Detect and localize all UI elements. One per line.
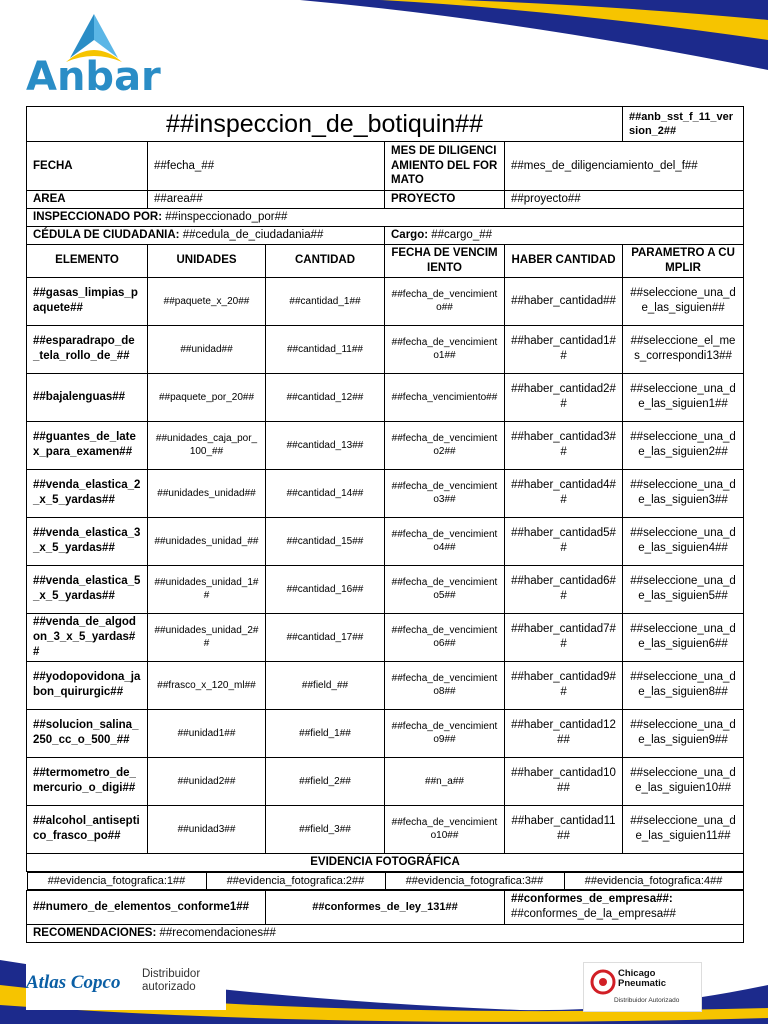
- cedula-field[interactable]: ##cedula_de_ciudadania##: [182, 228, 324, 241]
- numero-conformes[interactable]: ##numero_de_elementos_conforme1##: [27, 890, 266, 924]
- item-cantidad[interactable]: ##cantidad_14##: [266, 469, 385, 517]
- item-elemento: ##venda_elastica_5_x_5_yardas##: [27, 565, 148, 613]
- item-elemento: ##alcohol_antiseptico_frasco_po##: [27, 805, 148, 853]
- item-fecha-vencimiento[interactable]: ##fecha_de_vencimiento4##: [385, 517, 505, 565]
- table-row: [27, 661, 744, 709]
- item-parametro[interactable]: ##seleccione_una_de_las_siguien5##: [623, 565, 744, 613]
- chicago-pneumatic-mark-icon: [590, 969, 616, 995]
- item-cantidad[interactable]: ##cantidad_13##: [266, 421, 385, 469]
- item-elemento: ##yodopovidona_jabon_quirurgic##: [27, 661, 148, 709]
- item-haber-cantidad[interactable]: ##haber_cantidad6##: [505, 565, 623, 613]
- header-haber-cantidad: HABER CANTIDAD: [505, 244, 623, 277]
- table-row: [27, 325, 744, 373]
- item-cantidad[interactable]: ##cantidad_17##: [266, 613, 385, 661]
- item-fecha-vencimiento[interactable]: ##n_a##: [385, 757, 505, 805]
- proyecto-label: PROYECTO: [385, 191, 505, 209]
- item-cantidad[interactable]: ##field_##: [266, 661, 385, 709]
- item-unidades[interactable]: ##unidad1##: [148, 709, 266, 757]
- item-parametro[interactable]: ##seleccione_una_de_las_siguien6##: [623, 613, 744, 661]
- cargo-row: [385, 226, 744, 244]
- item-unidades[interactable]: ##paquete_por_20##: [148, 373, 266, 421]
- evidence-photo-4[interactable]: ##evidencia_fotografica:4##: [564, 872, 743, 889]
- cedula-label: CÉDULA DE CIUDADANIA:: [33, 228, 180, 241]
- table-row: [27, 757, 744, 805]
- chicago-pneumatic-logo: [583, 962, 702, 1012]
- item-haber-cantidad[interactable]: ##haber_cantidad3##: [505, 421, 623, 469]
- table-row: [27, 469, 744, 517]
- item-unidades[interactable]: ##unidades_unidad##: [148, 469, 266, 517]
- area-field[interactable]: ##area##: [148, 191, 385, 209]
- item-fecha-vencimiento[interactable]: ##fecha_de_vencimiento##: [385, 277, 505, 325]
- atlas-copco-tag: Distribuidor autorizado: [142, 968, 201, 994]
- table-row: [27, 709, 744, 757]
- item-parametro[interactable]: ##seleccione_una_de_las_siguien##: [623, 277, 744, 325]
- item-fecha-vencimiento[interactable]: ##fecha_de_vencimiento8##: [385, 661, 505, 709]
- item-parametro[interactable]: ##seleccione_una_de_las_siguien3##: [623, 469, 744, 517]
- table-row: [27, 517, 744, 565]
- conformes-empresa-field[interactable]: ##conformes_de_la_empresa##: [511, 908, 676, 921]
- atlas-copco-logo: [26, 962, 226, 1010]
- chicago-pneumatic-tag: Distribuidor Autorizado: [614, 997, 680, 1004]
- item-cantidad[interactable]: ##field_1##: [266, 709, 385, 757]
- item-unidades[interactable]: ##unidades_unidad_1##: [148, 565, 266, 613]
- evidence-photo-2[interactable]: ##evidencia_fotografica:2##: [206, 872, 385, 889]
- recomendaciones-row: [27, 924, 744, 942]
- item-elemento: ##termometro_de_mercurio_o_digi##: [27, 757, 148, 805]
- recomendaciones-label: RECOMENDACIONES:: [33, 926, 157, 939]
- conformes-ley[interactable]: ##conformes_de_ley_131##: [266, 890, 505, 924]
- item-unidades[interactable]: ##paquete_x_20##: [148, 277, 266, 325]
- item-parametro[interactable]: ##seleccione_una_de_las_siguien1##: [623, 373, 744, 421]
- item-elemento: ##guantes_de_latex_para_examen##: [27, 421, 148, 469]
- item-elemento: ##venda_elastica_2_x_5_yardas##: [27, 469, 148, 517]
- evidence-row: [27, 871, 744, 890]
- item-elemento: ##venda_de_algodon_3_x_5_yardas##: [27, 613, 148, 661]
- item-unidades[interactable]: ##unidad2##: [148, 757, 266, 805]
- table-row: [27, 613, 744, 661]
- item-unidades[interactable]: ##unidad3##: [148, 805, 266, 853]
- item-haber-cantidad[interactable]: ##haber_cantidad1##: [505, 325, 623, 373]
- item-parametro[interactable]: ##seleccione_una_de_las_siguien2##: [623, 421, 744, 469]
- table-row: [27, 373, 744, 421]
- item-unidades[interactable]: ##unidades_unidad_2##: [148, 613, 266, 661]
- item-haber-cantidad[interactable]: ##haber_cantidad11##: [505, 805, 623, 853]
- item-parametro[interactable]: ##seleccione_una_de_las_siguien8##: [623, 661, 744, 709]
- item-haber-cantidad[interactable]: ##haber_cantidad10##: [505, 757, 623, 805]
- cargo-label: Cargo:: [391, 228, 429, 241]
- header-unidades: UNIDADES: [148, 244, 266, 277]
- item-parametro[interactable]: ##seleccione_una_de_las_siguien10##: [623, 757, 744, 805]
- item-cantidad[interactable]: ##field_2##: [266, 757, 385, 805]
- item-cantidad[interactable]: ##cantidad_12##: [266, 373, 385, 421]
- anbar-logo-text: Anbar: [26, 54, 161, 100]
- item-cantidad[interactable]: ##cantidad_1##: [266, 277, 385, 325]
- conformes-empresa-label: ##conformes_de_empresa##:: [511, 893, 673, 906]
- proyecto-field[interactable]: ##proyecto##: [505, 191, 744, 209]
- header-cantidad: CANTIDAD: [266, 244, 385, 277]
- item-fecha-vencimiento[interactable]: ##fecha_de_vencimiento9##: [385, 709, 505, 757]
- mes-field[interactable]: ##mes_de_diligenciamiento_del_f##: [505, 142, 744, 191]
- item-cantidad[interactable]: ##field_3##: [266, 805, 385, 853]
- evidence-photo-3[interactable]: ##evidencia_fotografica:3##: [385, 872, 564, 889]
- table-row: [27, 421, 744, 469]
- item-cantidad[interactable]: ##cantidad_11##: [266, 325, 385, 373]
- item-unidades[interactable]: ##unidades_unidad_##: [148, 517, 266, 565]
- item-fecha-vencimiento[interactable]: ##fecha_de_vencimiento2##: [385, 421, 505, 469]
- item-elemento: ##venda_elastica_3_x_5_yardas##: [27, 517, 148, 565]
- item-haber-cantidad[interactable]: ##haber_cantidad2##: [505, 373, 623, 421]
- anbar-logo: [22, 14, 172, 98]
- item-cantidad[interactable]: ##cantidad_16##: [266, 565, 385, 613]
- inspeccionado-row: [27, 208, 744, 226]
- chicago-pneumatic-brand: Chicago Pneumatic: [618, 968, 667, 989]
- item-haber-cantidad[interactable]: ##haber_cantidad7##: [505, 613, 623, 661]
- inspection-form: [26, 106, 744, 943]
- item-haber-cantidad[interactable]: ##haber_cantidad##: [505, 277, 623, 325]
- table-row: [27, 805, 744, 853]
- area-label: AREA: [27, 191, 148, 209]
- table-row: [27, 565, 744, 613]
- mes-label: MES DE DILIGENCIAMIENTO DEL FORMATO: [385, 142, 505, 191]
- atlas-copco-brand: Atlas Copco: [26, 972, 121, 993]
- item-fecha-vencimiento[interactable]: ##fecha_de_vencimiento3##: [385, 469, 505, 517]
- header-parametro: PARAMETRO A CUMPLIR: [623, 244, 744, 277]
- item-fecha-vencimiento[interactable]: ##fecha_de_vencimiento5##: [385, 565, 505, 613]
- cedula-row: [27, 226, 385, 244]
- inspeccionado-field[interactable]: ##inspeccionado_por##: [165, 210, 288, 223]
- fecha-field[interactable]: ##fecha_##: [148, 142, 385, 191]
- recomendaciones-field[interactable]: ##recomendaciones##: [159, 926, 276, 939]
- header-fecha-vencimiento: FECHA DE VENCIMIENTO: [385, 244, 505, 277]
- form-code: ##anb_sst_f_11_version_2##: [623, 107, 744, 142]
- item-haber-cantidad[interactable]: ##haber_cantidad12##: [505, 709, 623, 757]
- evidence-label: EVIDENCIA FOTOGRÁFICA: [27, 853, 744, 871]
- form-title: ##inspeccion_de_botiquin##: [27, 107, 623, 142]
- item-fecha-vencimiento[interactable]: ##fecha_de_vencimiento10##: [385, 805, 505, 853]
- item-parametro[interactable]: ##seleccione_el_mes_correspondi13##: [623, 325, 744, 373]
- item-cantidad[interactable]: ##cantidad_15##: [266, 517, 385, 565]
- item-haber-cantidad[interactable]: ##haber_cantidad9##: [505, 661, 623, 709]
- item-parametro[interactable]: ##seleccione_una_de_las_siguien9##: [623, 709, 744, 757]
- item-unidades[interactable]: ##frasco_x_120_ml##: [148, 661, 266, 709]
- header-elemento: ELEMENTO: [27, 244, 148, 277]
- item-unidades[interactable]: ##unidades_caja_por_100_##: [148, 421, 266, 469]
- item-fecha-vencimiento[interactable]: ##fecha_vencimiento##: [385, 373, 505, 421]
- item-elemento: ##bajalenguas##: [27, 373, 148, 421]
- item-fecha-vencimiento[interactable]: ##fecha_de_vencimiento1##: [385, 325, 505, 373]
- table-row: [27, 277, 744, 325]
- item-rows: [27, 277, 744, 853]
- item-elemento: ##esparadrapo_de_tela_rollo_de_##: [27, 325, 148, 373]
- item-elemento: ##solucion_salina_250_cc_o_500_##: [27, 709, 148, 757]
- item-haber-cantidad[interactable]: ##haber_cantidad5##: [505, 517, 623, 565]
- item-parametro[interactable]: ##seleccione_una_de_las_siguien11##: [623, 805, 744, 853]
- item-parametro[interactable]: ##seleccione_una_de_las_siguien4##: [623, 517, 744, 565]
- conformes-empresa-cell: [505, 890, 744, 924]
- item-fecha-vencimiento[interactable]: ##fecha_de_vencimiento6##: [385, 613, 505, 661]
- item-elemento: ##gasas_limpias_paquete##: [27, 277, 148, 325]
- inspeccionado-label: INSPECCIONADO POR:: [33, 210, 163, 223]
- item-haber-cantidad[interactable]: ##haber_cantidad4##: [505, 469, 623, 517]
- item-unidades[interactable]: ##unidad##: [148, 325, 266, 373]
- cargo-field[interactable]: ##cargo_##: [431, 228, 493, 241]
- fecha-label: FECHA: [27, 142, 148, 191]
- evidence-photo-1[interactable]: ##evidencia_fotografica:1##: [27, 872, 206, 889]
